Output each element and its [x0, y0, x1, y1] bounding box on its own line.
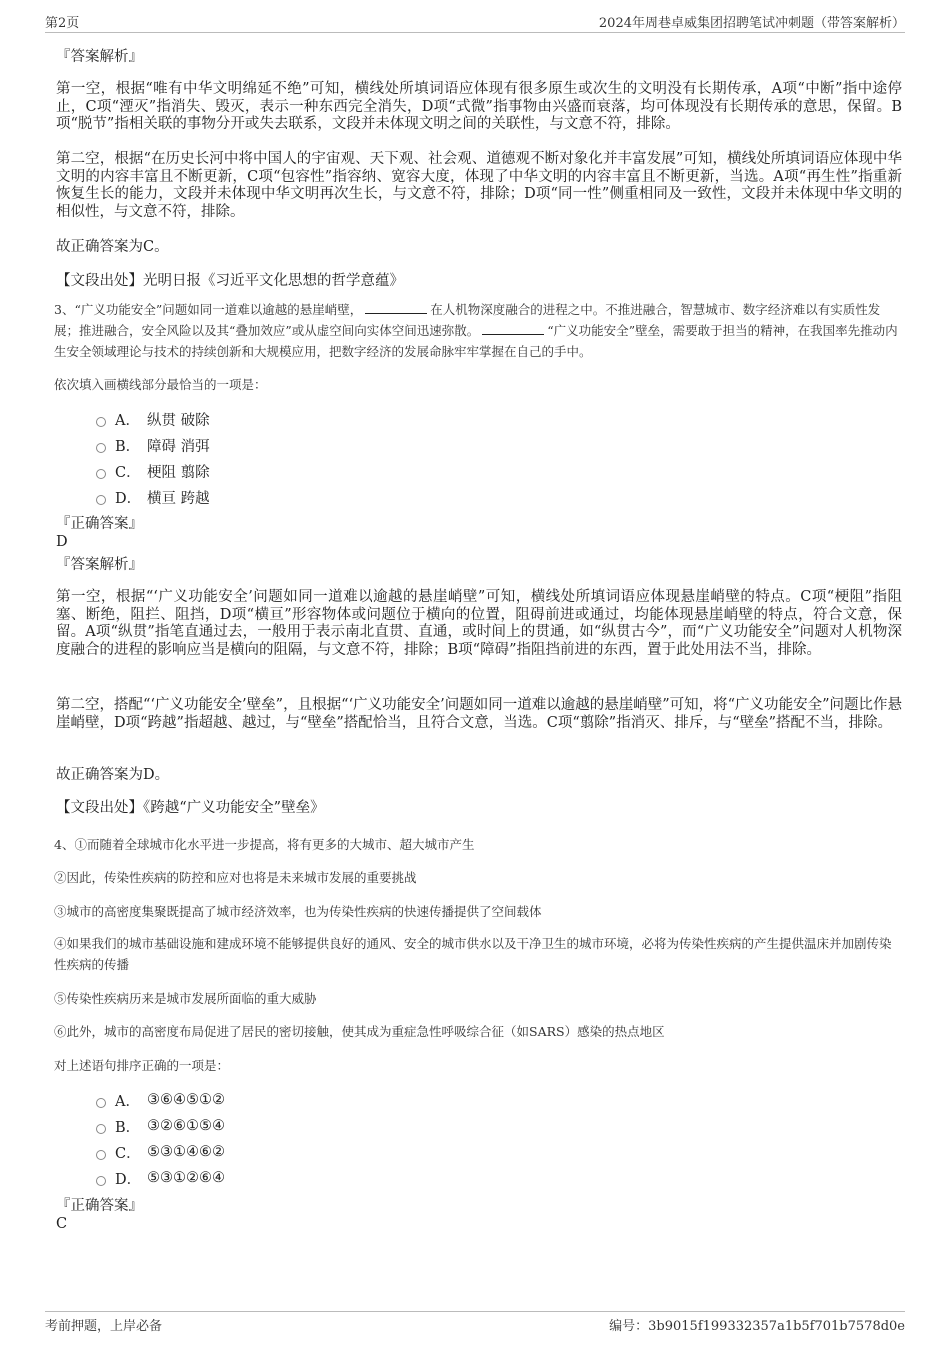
q4-option-a[interactable]: A． ③⑥④⑤①② — [96, 1090, 225, 1110]
footer-slogan: 考前押题，上岸必备 — [45, 1319, 163, 1334]
page-header — [45, 12, 905, 33]
page-footer — [45, 1311, 905, 1337]
q3-answer-label: 『正确答案』 — [56, 516, 143, 532]
q4-prompt: 对上述语句排序正确的一项是： — [54, 1058, 230, 1073]
q4-option-c[interactable]: C． ⑤③①④⑥② — [96, 1142, 225, 1162]
q4-option-d[interactable]: D． ⑤③①②⑥④ — [96, 1168, 225, 1188]
document-id: 编号：3b9015f199332357a1b5f701b7578d0e — [609, 1319, 905, 1334]
q3-option-a[interactable]: A． 纵贯 破除 — [96, 409, 210, 429]
q3-option-d[interactable]: D． 横亘 跨越 — [96, 487, 210, 507]
q3-option-c[interactable]: C． 梗阻 翦除 — [96, 461, 210, 481]
q3-analysis-para1: 第一空，根据“‘广义功能安全’问题如同一道难以逾越的悬崖峭壁”可知，横线处所填词语应体现悬崖峭壁的特点。C项“梗阻”指阻塞、断绝，阻拦、阻挡，D项“横亘”形容物体或问题位于横向的位置，阻碍前进或通过，均能体现悬崖峭壁的特点，符合文意，保留。A项“纵贯”指笔直通过去，一般用于表示南北直贯、直通，或时间上的贯通，如“纵贯古今”，而“广义功能安全”问题对人机物深度融合的进程的影响应当是横向的阻隔，与文意不符，排除；B项“障碍”指阻挡前进的东西，置于此处用法不当，排除。 — [56, 589, 902, 658]
radio-icon[interactable] — [96, 469, 106, 479]
q3-answer: D — [56, 534, 68, 550]
q2-analysis-para1: 第一空，根据“唯有中华文明绵延不绝”可知，横线处所填词语应体现有很多原生或次生的文明没有长期传承，A项“中断”指中途停止，C项“湮灭”指消失、毁灭，表示一种东西完全消失，D项“式微”指事物由兴盛而衰落，均可体现没有长期传承的意思，保留。B项“脱节”指相关联的事物分开或失去联系，文段并未体现文明之间的关联性，与文意不符，排除。 — [56, 81, 902, 132]
q3-conclusion: 故正确答案为D。 — [56, 767, 170, 783]
q3-stem: 3、“广义功能安全”问题如同一道难以逾越的悬崖峭壁， 在人机物深度融合的进程之中。不推进融合，智慧城市、数字经济难以有实质性发展；推进融合，安全风险以及其“叠加效应”或从虚空间向实体空间迅速弥散。 “广义功能安全”壁垒，需要敢于担当的精神，在我国率先推动内生安全领域理论与技术的持续创新和大规模应用，把数字经济的发展命脉牢牢掌握在自己的手中。 — [54, 302, 898, 359]
blank-1 — [365, 302, 427, 314]
q4-option-b[interactable]: B． ③②⑥①⑤④ — [96, 1116, 225, 1136]
q2-analysis-para2: 第二空，根据“在历史长河中将中国人的宇宙观、天下观、社会观、道德观不断对象化并丰富发展”可知，横线处所填词语应体现中华文明的内容丰富且不断更新，C项“包容性”指容纳、宽容大度，体现了中华文明的内容丰富且不断更新，当选。A项“再生性”指重新恢复生长的能力，文段并未体现中华文明再次生长，与文意不符，排除；D项“同一性”侧重相同及一致性，文段并未体现中华文明的相似性，与文意不符，排除。 — [56, 151, 902, 220]
radio-icon[interactable] — [96, 443, 106, 453]
radio-icon[interactable] — [96, 1124, 106, 1134]
q4-sentence-3: ③城市的高密度集聚既提高了城市经济效率，也为传染性疾病的快速传播提供了空间载体 — [54, 904, 542, 919]
q3-analysis-para2: 第二空，搭配“‘广义功能安全’壁垒”，且根据“‘广义功能安全’问题如同一道难以逾越的悬崖峭壁”可知，将“广义功能安全”问题比作悬崖峭壁，D项“跨越”指超越、越过，与“壁垒”搭配恰当，且符合文意，当选。C项“翦除”指消灭、排斥，与“壁垒”搭配不当，排除。 — [56, 697, 902, 731]
q3-option-b[interactable]: B． 障碍 消弭 — [96, 435, 210, 455]
q3-prompt: 依次填入画横线部分最恰当的一项是： — [54, 377, 267, 392]
document-title: 2024年周巷卓威集团招聘笔试冲刺题（带答案解析） — [598, 16, 905, 31]
q4-sentence-4: ④如果我们的城市基础设施和建成环境不能够提供良好的通风、安全的城市供水以及干净卫生的城市环境，必将为传染性疾病的产生提供温床并加剧传染性疾病的传播 — [54, 936, 892, 972]
q4-sentence-2: ②因此，传染性疾病的防控和应对也将是未来城市发展的重要挑战 — [54, 870, 417, 885]
q3-source: 【文段出处】《跨越“广义功能安全”壁垒》 — [56, 800, 325, 816]
q4-sentence-5: ⑤传染性疾病历来是城市发展所面临的重大威胁 — [54, 991, 317, 1006]
q3-analysis-label: 『答案解析』 — [56, 557, 143, 573]
q4-sentence-1: 4、①而随着全球城市化水平进一步提高，将有更多的大城市、超大城市产生 — [54, 837, 475, 852]
q2-source: 【文段出处】光明日报《习近平文化思想的哲学意蕴》 — [56, 273, 404, 289]
radio-icon[interactable] — [96, 1150, 106, 1160]
q2-conclusion: 故正确答案为C。 — [56, 239, 169, 255]
page-number: 第2页 — [45, 16, 80, 31]
blank-2 — [482, 323, 544, 335]
radio-icon[interactable] — [96, 1176, 106, 1186]
q2-analysis-label: 『答案解析』 — [56, 49, 143, 65]
radio-icon[interactable] — [96, 495, 106, 505]
q4-answer: C — [56, 1216, 68, 1232]
radio-icon[interactable] — [96, 417, 106, 427]
radio-icon[interactable] — [96, 1098, 106, 1108]
q4-answer-label: 『正确答案』 — [56, 1198, 143, 1214]
q4-sentence-6: ⑥此外，城市的高密度布局促进了居民的密切接触，使其成为重症急性呼吸综合征（如SARS）感染的热点地区 — [54, 1024, 665, 1039]
